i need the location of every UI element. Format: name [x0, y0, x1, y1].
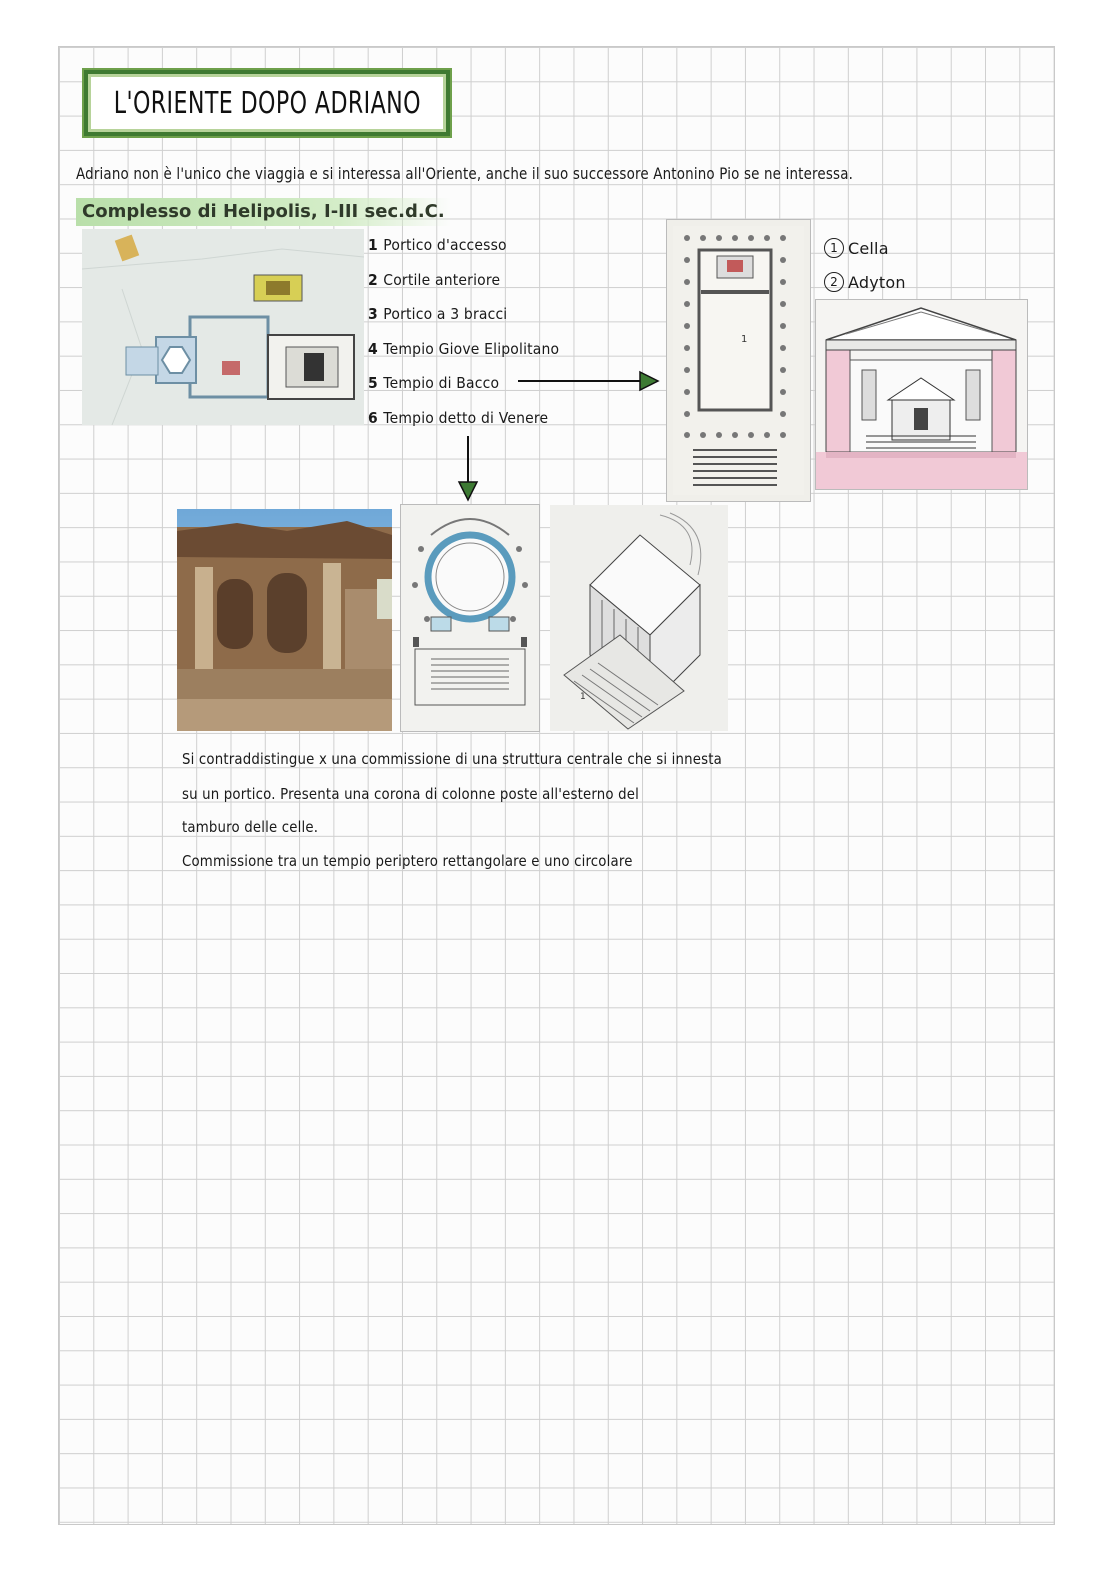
legend: [824, 231, 906, 299]
paragraph-line: su un portico. Presenta una corona di colonne poste all'esterno del: [182, 785, 640, 803]
bacchus-plan-drawing: [667, 220, 810, 501]
paragraph-line: Si contraddistingue x una commissione di una struttura centrale che si innesta: [182, 750, 722, 768]
list-item: 6 Tempio detto di Venere: [368, 408, 549, 427]
temple-photo-drawing: [177, 509, 392, 731]
axonometric-label: 1: [580, 692, 586, 702]
paragraph-line: Commissione tra un tempio periptero rettangolare e uno circolare: [182, 852, 633, 870]
list-item: 4 Tempio Giove Elipolitano: [368, 339, 560, 358]
section-heading: Complesso di Helipolis, I-III sec.d.C.: [76, 198, 451, 226]
plan-label: 1: [741, 334, 748, 345]
legend-item: 2 Adyton: [824, 265, 906, 299]
circular-temple-plan: [400, 504, 540, 732]
paragraph-line: tamburo delle celle.: [182, 818, 319, 836]
temple-venus-photo: [177, 509, 392, 731]
page-title: L'ORIENTE DOPO ADRIANO: [113, 85, 421, 121]
arrow-right-head: [640, 372, 658, 390]
bacchus-section-image: [815, 299, 1028, 490]
list-item: 3 Portico a 3 bracci: [368, 305, 508, 323]
legend-item: 1 Cella: [824, 231, 906, 265]
axonometric-svg: [550, 505, 728, 731]
bacchus-plan-image: [666, 219, 811, 502]
list-item: 2 Cortile anteriore: [368, 270, 501, 289]
bacchus-section-drawing: [816, 300, 1027, 489]
list-item: 5 Tempio di Bacco: [368, 374, 500, 392]
arrow-down-head: [459, 482, 477, 500]
list-item: 1 Portico d'accesso: [368, 236, 507, 254]
circular-plan-drawing: [401, 505, 539, 731]
axonometric-drawing: [550, 505, 728, 731]
intro-text: Adriano non è l'unico che viaggia e si interessa all'Oriente, anche il suo successore Antonino Pio se ne interessa.: [76, 164, 854, 183]
